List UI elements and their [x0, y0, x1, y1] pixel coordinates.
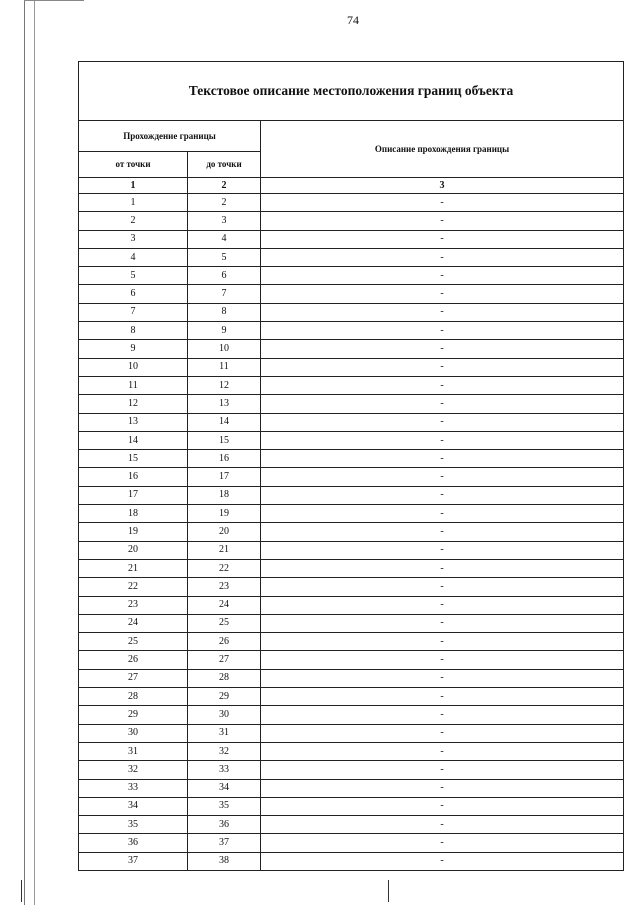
- cell-from-point: 25: [79, 633, 188, 651]
- cell-to-point: 24: [188, 596, 261, 614]
- cell-to-point: 17: [188, 468, 261, 486]
- table-row: [79, 761, 624, 779]
- cell-to-point: 8: [188, 303, 261, 321]
- table-row: [79, 797, 624, 815]
- cell-from-point: 27: [79, 669, 188, 687]
- cell-from-point: 7: [79, 303, 188, 321]
- table-row: [79, 322, 624, 340]
- cell-from-point: 13: [79, 413, 188, 431]
- cell-description: -: [261, 596, 624, 614]
- cell-from-point: 6: [79, 285, 188, 303]
- cell-to-point: 2: [188, 194, 261, 212]
- cell-to-point: 29: [188, 688, 261, 706]
- cell-to-point: 14: [188, 413, 261, 431]
- cell-description: -: [261, 761, 624, 779]
- table-body: [79, 194, 624, 871]
- cell-description: -: [261, 230, 624, 248]
- cell-description: -: [261, 358, 624, 376]
- cell-from-point: 33: [79, 779, 188, 797]
- table-row: [79, 450, 624, 468]
- cell-to-point: 5: [188, 248, 261, 266]
- cell-description: -: [261, 852, 624, 870]
- cell-to-point: 28: [188, 669, 261, 687]
- table-row: [79, 614, 624, 632]
- column-header-description: Описание прохождения границы: [261, 121, 624, 178]
- boundary-description-table: [78, 61, 624, 871]
- cell-description: -: [261, 505, 624, 523]
- cell-from-point: 31: [79, 742, 188, 760]
- cell-to-point: 34: [188, 779, 261, 797]
- cell-to-point: 36: [188, 816, 261, 834]
- column-number: 3: [261, 178, 624, 194]
- cell-description: -: [261, 816, 624, 834]
- column-header-to: до точки: [188, 152, 261, 178]
- cell-from-point: 21: [79, 559, 188, 577]
- cell-description: -: [261, 267, 624, 285]
- table-row: [79, 267, 624, 285]
- table-row: [79, 706, 624, 724]
- cell-to-point: 19: [188, 505, 261, 523]
- table-row: [79, 194, 624, 212]
- page-number: 74: [347, 13, 359, 27]
- cell-from-point: 23: [79, 596, 188, 614]
- table-row: [79, 431, 624, 449]
- cell-from-point: 26: [79, 651, 188, 669]
- cell-description: -: [261, 340, 624, 358]
- scan-edge-line: [24, 0, 25, 905]
- cell-from-point: 2: [79, 212, 188, 230]
- cell-to-point: 38: [188, 852, 261, 870]
- cell-to-point: 6: [188, 267, 261, 285]
- cell-from-point: 4: [79, 248, 188, 266]
- cell-description: -: [261, 450, 624, 468]
- table-row: [79, 688, 624, 706]
- cell-description: -: [261, 541, 624, 559]
- cell-from-point: 12: [79, 395, 188, 413]
- table-row: [79, 340, 624, 358]
- cell-from-point: 29: [79, 706, 188, 724]
- table-row: [79, 413, 624, 431]
- cell-description: -: [261, 706, 624, 724]
- cell-description: -: [261, 303, 624, 321]
- table-row: [79, 779, 624, 797]
- cell-from-point: 37: [79, 852, 188, 870]
- cell-description: -: [261, 468, 624, 486]
- table-row: [79, 468, 624, 486]
- cell-to-point: 26: [188, 633, 261, 651]
- cell-from-point: 24: [79, 614, 188, 632]
- cell-from-point: 22: [79, 578, 188, 596]
- cell-to-point: 15: [188, 431, 261, 449]
- cell-description: -: [261, 431, 624, 449]
- cell-to-point: 21: [188, 541, 261, 559]
- cell-to-point: 22: [188, 559, 261, 577]
- table-row: [79, 505, 624, 523]
- cell-description: -: [261, 578, 624, 596]
- cell-from-point: 36: [79, 834, 188, 852]
- cell-to-point: 27: [188, 651, 261, 669]
- cell-from-point: 30: [79, 724, 188, 742]
- cell-description: -: [261, 688, 624, 706]
- cell-to-point: 32: [188, 742, 261, 760]
- cell-from-point: 34: [79, 797, 188, 815]
- cell-from-point: 10: [79, 358, 188, 376]
- cell-description: -: [261, 285, 624, 303]
- cell-from-point: 5: [79, 267, 188, 285]
- cell-description: -: [261, 248, 624, 266]
- cell-to-point: 11: [188, 358, 261, 376]
- table-row: [79, 651, 624, 669]
- table-row: [79, 395, 624, 413]
- cell-to-point: 13: [188, 395, 261, 413]
- cell-description: -: [261, 194, 624, 212]
- cell-to-point: 31: [188, 724, 261, 742]
- cell-description: -: [261, 376, 624, 394]
- cell-to-point: 10: [188, 340, 261, 358]
- cell-description: -: [261, 486, 624, 504]
- cell-description: -: [261, 212, 624, 230]
- table-row: [79, 248, 624, 266]
- cell-to-point: 4: [188, 230, 261, 248]
- table-row: [79, 541, 624, 559]
- cell-description: -: [261, 559, 624, 577]
- column-number: 1: [79, 178, 188, 194]
- table-row: [79, 724, 624, 742]
- cell-to-point: 12: [188, 376, 261, 394]
- cell-to-point: 20: [188, 523, 261, 541]
- table-row: [79, 834, 624, 852]
- table-row: [79, 852, 624, 870]
- group-header: Прохождение границы: [79, 121, 261, 152]
- table-row: [79, 633, 624, 651]
- cell-to-point: 33: [188, 761, 261, 779]
- table-row: [79, 486, 624, 504]
- cell-description: -: [261, 413, 624, 431]
- cell-from-point: 20: [79, 541, 188, 559]
- table-row: [79, 358, 624, 376]
- cell-to-point: 23: [188, 578, 261, 596]
- column-number: 2: [188, 178, 261, 194]
- cell-to-point: 18: [188, 486, 261, 504]
- cell-description: -: [261, 523, 624, 541]
- cell-description: -: [261, 614, 624, 632]
- cell-to-point: 7: [188, 285, 261, 303]
- cell-description: -: [261, 779, 624, 797]
- cell-from-point: 19: [79, 523, 188, 541]
- cell-from-point: 17: [79, 486, 188, 504]
- column-header-from: от точки: [79, 152, 188, 178]
- table-title: Текстовое описание местоположения границ объекта: [79, 62, 624, 121]
- scan-edge-line: [24, 0, 84, 1]
- scan-edge-line: [34, 0, 35, 905]
- cell-description: -: [261, 651, 624, 669]
- cell-description: -: [261, 742, 624, 760]
- scan-mark: [388, 880, 389, 902]
- table-row: [79, 523, 624, 541]
- cell-description: -: [261, 633, 624, 651]
- cell-description: -: [261, 395, 624, 413]
- scan-mark: [21, 880, 22, 902]
- cell-description: -: [261, 724, 624, 742]
- table-row: [79, 559, 624, 577]
- table-row: [79, 578, 624, 596]
- cell-from-point: 15: [79, 450, 188, 468]
- cell-from-point: 16: [79, 468, 188, 486]
- cell-to-point: 25: [188, 614, 261, 632]
- cell-description: -: [261, 669, 624, 687]
- cell-to-point: 37: [188, 834, 261, 852]
- cell-to-point: 16: [188, 450, 261, 468]
- cell-to-point: 30: [188, 706, 261, 724]
- table-row: [79, 596, 624, 614]
- table-row: [79, 669, 624, 687]
- cell-description: -: [261, 834, 624, 852]
- table-row: [79, 816, 624, 834]
- cell-from-point: 14: [79, 431, 188, 449]
- cell-from-point: 8: [79, 322, 188, 340]
- cell-from-point: 28: [79, 688, 188, 706]
- table-row: [79, 285, 624, 303]
- table-row: [79, 303, 624, 321]
- table-row: [79, 230, 624, 248]
- cell-from-point: 3: [79, 230, 188, 248]
- cell-from-point: 18: [79, 505, 188, 523]
- cell-from-point: 9: [79, 340, 188, 358]
- table-row: [79, 376, 624, 394]
- cell-from-point: 32: [79, 761, 188, 779]
- cell-to-point: 9: [188, 322, 261, 340]
- cell-to-point: 3: [188, 212, 261, 230]
- cell-from-point: 1: [79, 194, 188, 212]
- cell-from-point: 11: [79, 376, 188, 394]
- cell-description: -: [261, 797, 624, 815]
- cell-from-point: 35: [79, 816, 188, 834]
- cell-to-point: 35: [188, 797, 261, 815]
- table-row: [79, 742, 624, 760]
- cell-description: -: [261, 322, 624, 340]
- table-row: [79, 212, 624, 230]
